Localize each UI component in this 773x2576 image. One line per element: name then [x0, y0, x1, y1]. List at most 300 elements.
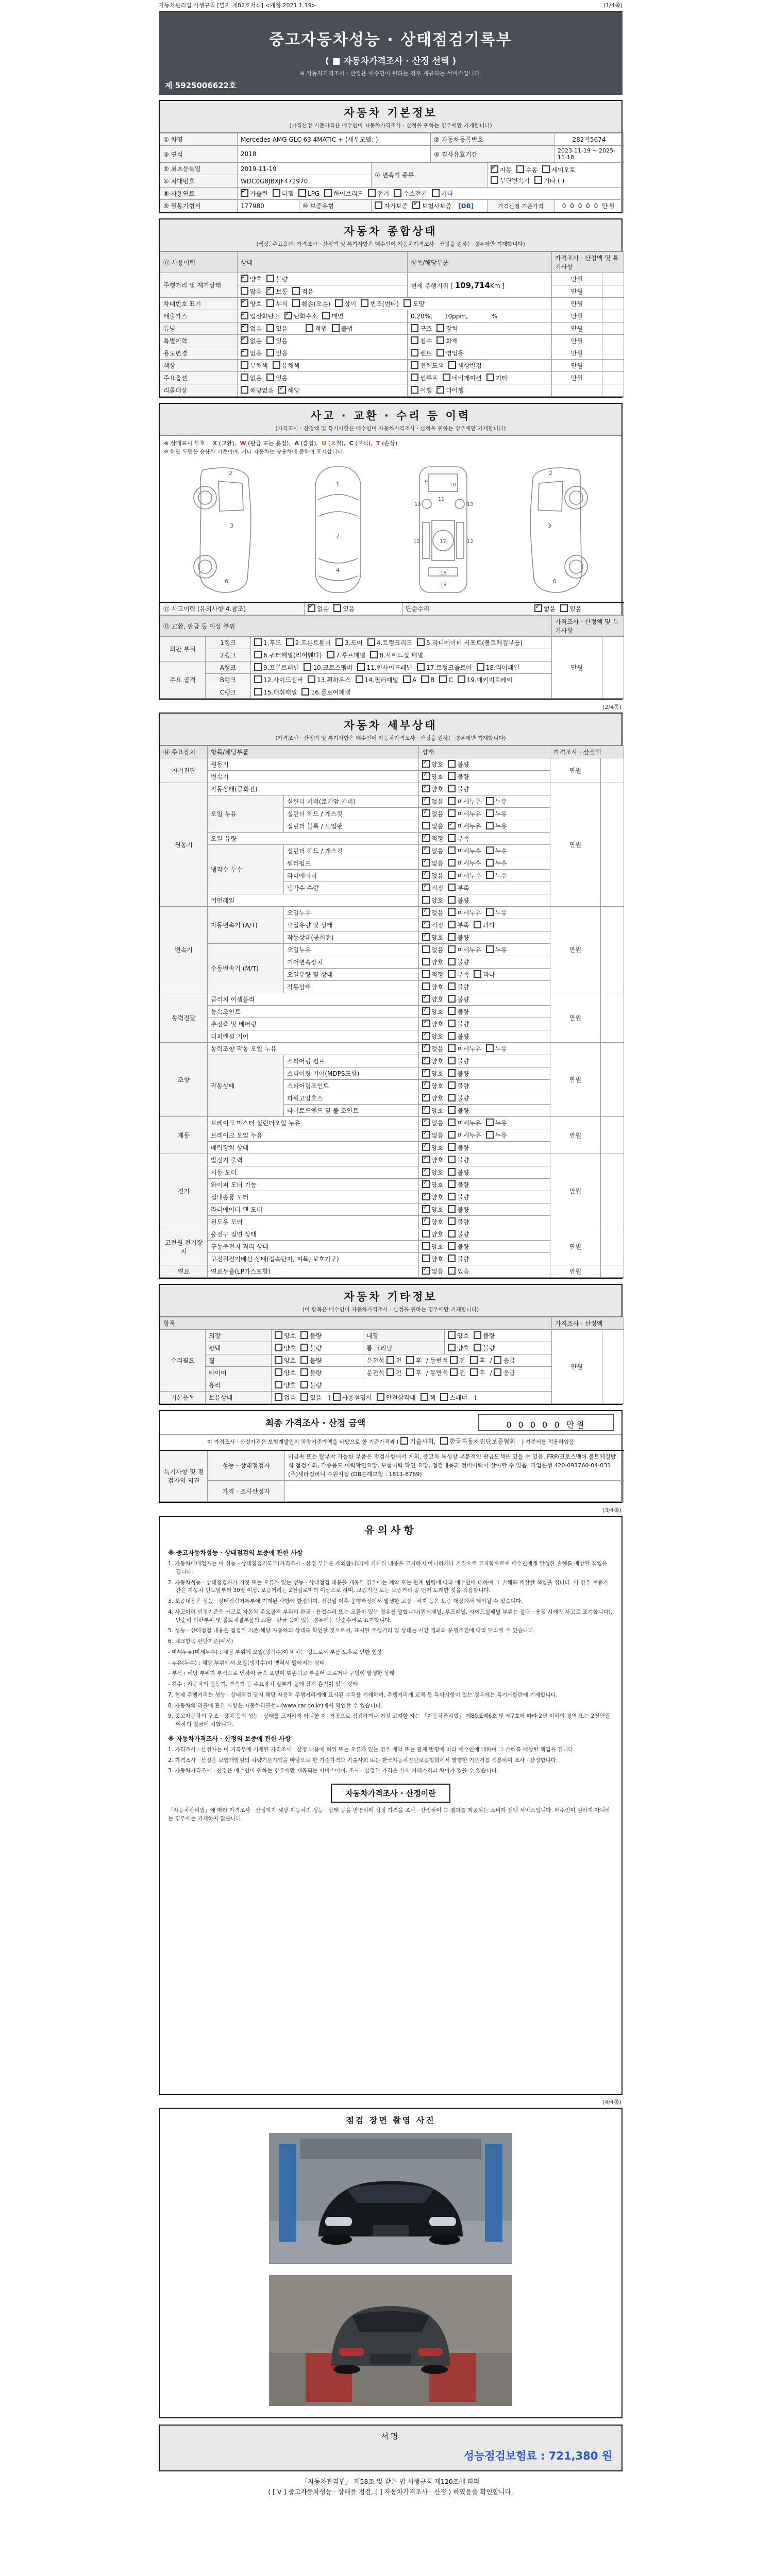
checkbox[interactable] [254, 688, 262, 696]
checkbox[interactable] [448, 1118, 456, 1126]
checked-checkbox[interactable] [422, 1143, 430, 1151]
checkbox-option[interactable]: 기타 ( ) [534, 176, 564, 185]
checkbox-option[interactable]: 불량 [448, 1230, 469, 1239]
checkbox-option[interactable]: ✓ 없음 [422, 809, 443, 818]
checkbox[interactable] [491, 176, 498, 184]
checkbox[interactable] [368, 189, 376, 197]
checkbox[interactable] [494, 1356, 501, 1364]
checkbox-option[interactable]: ✓ 없음 [422, 1131, 443, 1140]
checkbox-option[interactable]: 양호 [448, 1344, 469, 1352]
checkbox-option[interactable]: 안전삼각대 [377, 1393, 416, 1402]
checkbox-option[interactable]: ✓ 없음 [422, 1044, 443, 1053]
checkbox[interactable] [333, 604, 341, 612]
checked-checkbox[interactable] [422, 1044, 430, 1052]
checkbox-option[interactable]: 4.트렁크리드 [367, 638, 412, 647]
checkbox-option[interactable]: ✓ 없음 [422, 908, 443, 917]
checkbox-option[interactable]: C [439, 675, 452, 684]
checkbox[interactable] [411, 386, 418, 394]
checked-checkbox[interactable] [266, 287, 274, 295]
checked-checkbox[interactable] [436, 386, 444, 394]
checkbox-option[interactable]: 매연 [322, 312, 343, 320]
checkbox[interactable] [266, 324, 274, 332]
checkbox-option[interactable]: 불량 [448, 1193, 469, 1201]
checkbox[interactable] [300, 1331, 308, 1339]
checkbox-option[interactable]: 양호 [275, 1344, 296, 1352]
checkbox-option[interactable]: 잭 [421, 1393, 436, 1402]
checkbox-option[interactable]: 전 [386, 1356, 402, 1365]
checkbox-option[interactable]: 17.트렁크플로어 [417, 663, 472, 672]
checkbox[interactable] [300, 1393, 308, 1401]
checkbox[interactable] [422, 1255, 430, 1262]
checkbox-option[interactable]: 상이 [335, 299, 356, 308]
checkbox[interactable] [440, 1437, 448, 1445]
checkbox-option[interactable]: 불량 [300, 1344, 322, 1352]
checkbox-option[interactable]: 응급 [494, 1368, 515, 1377]
checkbox-option[interactable]: 많음 [241, 287, 262, 296]
checkbox-option[interactable]: 후 [406, 1368, 422, 1377]
checkbox[interactable] [448, 908, 456, 916]
checkbox-option[interactable]: 불량 [266, 275, 288, 283]
checked-checkbox[interactable] [241, 336, 248, 344]
checkbox[interactable] [448, 1143, 456, 1151]
checkbox-option[interactable]: 도말 [404, 299, 425, 308]
checkbox-option[interactable]: 불량 [448, 1180, 469, 1189]
checkbox-option[interactable]: ✓ 양호 [422, 1156, 443, 1164]
checkbox-option[interactable]: 기타 [486, 374, 508, 382]
checked-checkbox[interactable] [422, 995, 430, 1003]
checkbox-option[interactable]: ✓ 없음 [241, 336, 262, 345]
checkbox-option[interactable]: 누수 [486, 846, 507, 855]
checkbox[interactable] [474, 970, 481, 978]
checkbox[interactable] [308, 675, 315, 683]
checkbox[interactable] [534, 176, 542, 184]
checkbox[interactable] [422, 945, 430, 953]
checkbox-option[interactable]: 적법 [306, 324, 327, 333]
checkbox[interactable] [386, 1368, 394, 1376]
checked-checkbox[interactable] [308, 604, 315, 612]
checkbox-option[interactable]: ✓ 양호 [422, 1106, 443, 1115]
checkbox[interactable] [275, 1331, 282, 1339]
checkbox[interactable] [286, 638, 294, 646]
checkbox-option[interactable]: 불량 [448, 1106, 469, 1115]
checkbox-option[interactable]: 유채색 [273, 361, 300, 370]
checkbox-option[interactable]: LPG [298, 189, 320, 197]
checkbox-option[interactable]: ✓ 양호 [422, 760, 443, 769]
checkbox[interactable] [273, 189, 280, 197]
checkbox-option[interactable]: ✓ 양호 [422, 1007, 443, 1016]
checked-checkbox[interactable] [422, 1020, 430, 1027]
checkbox-option[interactable]: 불량 [448, 1094, 469, 1103]
checkbox-option[interactable]: 불량 [448, 1205, 469, 1214]
checkbox-option[interactable]: ✓ 양호 [422, 1180, 443, 1189]
checked-checkbox[interactable] [412, 201, 420, 209]
checkbox[interactable] [356, 675, 363, 683]
checkbox[interactable] [422, 958, 430, 965]
checkbox[interactable] [448, 1131, 456, 1139]
checkbox-option[interactable]: 누유 [486, 908, 507, 917]
checkbox-option[interactable]: 있음 [266, 336, 288, 345]
checkbox[interactable] [421, 1393, 428, 1401]
checkbox[interactable] [477, 663, 484, 671]
checked-checkbox[interactable] [448, 822, 456, 829]
checkbox-option[interactable]: ✓ 양호 [422, 1168, 443, 1177]
checkbox-option[interactable]: ✓ 없음 [422, 846, 443, 855]
checkbox[interactable] [304, 663, 311, 671]
checkbox[interactable] [266, 336, 274, 344]
checkbox-option[interactable]: 불량 [300, 1356, 322, 1365]
checkbox-option[interactable]: 미세누유 [448, 797, 481, 806]
checked-checkbox[interactable] [422, 1094, 430, 1101]
checked-checkbox[interactable] [422, 760, 430, 768]
checkbox[interactable] [275, 1393, 282, 1401]
checkbox[interactable] [448, 982, 456, 990]
checkbox-option[interactable]: 불량 [448, 1007, 469, 1016]
checkbox-option[interactable]: 무채색 [241, 361, 268, 370]
checkbox-option[interactable]: 부족 [448, 834, 469, 843]
checkbox-option[interactable]: ✓ 적정 [422, 834, 443, 843]
checked-checkbox[interactable] [422, 908, 430, 916]
checkbox-option[interactable]: 세미오토 [542, 165, 575, 174]
checkbox[interactable] [370, 651, 378, 658]
checkbox-option[interactable]: ✓ 미이행 [436, 386, 464, 395]
checkbox-option[interactable]: 미세누수 [448, 846, 481, 855]
checkbox-option[interactable]: ✓양호 [241, 275, 262, 283]
checkbox-option[interactable]: 기타 [432, 189, 453, 198]
checkbox[interactable] [440, 1393, 448, 1401]
checkbox[interactable] [448, 1106, 456, 1114]
checkbox-option[interactable]: B [421, 675, 434, 684]
checkbox-option[interactable]: 미세누유 [448, 809, 481, 818]
checkbox[interactable] [448, 1230, 456, 1238]
checkbox[interactable] [448, 1069, 456, 1077]
checkbox-option[interactable]: 기술사회, [400, 1437, 435, 1446]
checkbox-option[interactable]: ✓자동 [491, 165, 512, 174]
checked-checkbox[interactable] [422, 1168, 430, 1176]
checkbox[interactable] [266, 374, 274, 381]
checkbox-option[interactable]: 자가보증 [375, 201, 408, 210]
checkbox-option[interactable]: ✓ 양호 [422, 1193, 443, 1201]
checkbox[interactable] [486, 945, 494, 953]
checkbox[interactable] [448, 995, 456, 1003]
checked-checkbox[interactable] [422, 785, 430, 792]
checkbox[interactable] [266, 349, 274, 357]
checkbox[interactable] [474, 1344, 481, 1351]
checkbox[interactable] [448, 846, 456, 854]
checkbox-option[interactable]: 양호 [275, 1368, 296, 1377]
checkbox-option[interactable]: 불량 [474, 1331, 495, 1340]
checkbox-option[interactable]: ✓ 없음 [241, 349, 262, 358]
checkbox-option[interactable]: 불량 [448, 1057, 469, 1065]
checkbox-option[interactable]: 누유 [486, 1044, 507, 1053]
checkbox[interactable] [266, 275, 274, 282]
checkbox-option[interactable]: 9.프론트패널 [254, 663, 299, 672]
checkbox[interactable] [448, 772, 456, 780]
checked-checkbox[interactable] [422, 809, 430, 817]
checkbox-option[interactable]: 사용설명서 [333, 1393, 372, 1402]
checkbox-option[interactable]: 6.쿼터패널(리어휀다) [254, 651, 322, 659]
checkbox-option[interactable]: 18.리어패널 [477, 663, 519, 672]
checkbox[interactable] [448, 1168, 456, 1176]
checkbox-option[interactable]: 불량 [448, 933, 469, 942]
checkbox-option[interactable]: 과다 [474, 970, 495, 979]
checked-checkbox[interactable] [534, 604, 542, 612]
checkbox-option[interactable]: 2.프론트휀더 [286, 638, 331, 647]
checkbox-option[interactable]: 있음 [266, 324, 288, 333]
checkbox[interactable] [474, 921, 481, 928]
checkbox-option[interactable]: 누유 [486, 1118, 507, 1127]
checkbox[interactable] [448, 1156, 456, 1163]
checkbox-option[interactable]: 한국자동차진단보증협회 [440, 1437, 515, 1446]
checkbox[interactable] [411, 361, 418, 369]
checkbox[interactable] [448, 884, 456, 891]
checkbox-option[interactable]: 19.패키지트레이 [458, 675, 513, 684]
checkbox-option[interactable]: ✓ 해당 [278, 386, 299, 395]
checkbox[interactable] [300, 1344, 308, 1351]
checkbox[interactable] [411, 349, 418, 357]
checkbox-option[interactable]: ✓ 적정 [422, 884, 443, 892]
checkbox[interactable] [275, 1368, 282, 1376]
checkbox-option[interactable]: ✓ 보험사보증 [412, 201, 451, 210]
checkbox-option[interactable]: 14.필러패널 [356, 675, 398, 684]
checked-checkbox[interactable] [241, 299, 248, 307]
checkbox-option[interactable]: 15.대쉬패널 [254, 688, 297, 697]
checkbox[interactable] [448, 871, 456, 879]
checkbox-option[interactable]: 양호 [275, 1331, 296, 1340]
checked-checkbox[interactable] [241, 312, 248, 319]
checked-checkbox[interactable] [422, 1081, 430, 1089]
checkbox-option[interactable]: 3.도어 [335, 638, 363, 647]
checkbox-option[interactable]: 불량 [448, 1242, 469, 1251]
checkbox-option[interactable]: ✓ 없음 [422, 1267, 443, 1276]
checkbox-option[interactable]: ✓ 적정 [422, 921, 443, 929]
checkbox-option[interactable]: 불량 [448, 1255, 469, 1263]
checked-checkbox[interactable] [241, 324, 248, 332]
checkbox[interactable] [474, 1331, 481, 1339]
checkbox[interactable] [448, 1081, 456, 1089]
checkbox-option[interactable]: 불량 [448, 896, 469, 905]
checkbox[interactable] [411, 336, 418, 344]
checkbox[interactable] [448, 933, 456, 941]
checkbox-option[interactable]: ✓ 미세누유 [448, 822, 481, 831]
checkbox-option[interactable]: 누유 [486, 945, 507, 954]
checkbox[interactable] [300, 1356, 308, 1364]
checkbox-option[interactable]: ✓ 가솔린 [241, 189, 268, 198]
checkbox-option[interactable]: 부족 [448, 970, 469, 979]
checkbox[interactable] [422, 982, 430, 990]
checkbox[interactable] [448, 921, 456, 928]
checkbox[interactable] [486, 822, 494, 829]
checkbox-option[interactable]: 불량 [300, 1368, 322, 1377]
checkbox[interactable] [494, 1368, 501, 1376]
checkbox-option[interactable]: 훼손(오손) [292, 299, 330, 308]
checkbox-option[interactable]: 부족 [448, 921, 469, 929]
checkbox-option[interactable]: 양호 [275, 1381, 296, 1389]
checkbox[interactable] [448, 1242, 456, 1250]
checkbox-option[interactable]: ✓ 없음 [422, 871, 443, 880]
checkbox[interactable] [422, 970, 430, 978]
checkbox-option[interactable]: 12.사이드멤버 [254, 675, 303, 684]
checked-checkbox[interactable] [422, 871, 430, 879]
checkbox[interactable] [448, 1007, 456, 1015]
checkbox[interactable] [448, 945, 456, 953]
checkbox[interactable] [367, 638, 375, 646]
checkbox-option[interactable]: 불량 [300, 1381, 322, 1389]
checkbox-option[interactable]: 불량 [448, 1032, 469, 1041]
checkbox-option[interactable]: 10.크로스멤버 [304, 663, 352, 672]
checkbox[interactable] [417, 638, 425, 646]
checkbox[interactable] [306, 324, 313, 332]
checkbox[interactable] [335, 299, 343, 307]
checkbox[interactable] [422, 1230, 430, 1238]
checkbox-option[interactable]: 16.플로어패널 [301, 688, 350, 697]
checkbox-option[interactable]: ✓ 양호 [422, 933, 443, 942]
checkbox-option[interactable]: ✓ 양호 [422, 785, 443, 793]
checkbox-option[interactable]: 전체도색 [411, 361, 444, 370]
checkbox-option[interactable]: 누유 [486, 809, 507, 818]
checkbox[interactable] [275, 1356, 282, 1364]
checkbox[interactable] [400, 1437, 408, 1445]
checkbox-option[interactable]: 스패너 [440, 1393, 467, 1402]
checkbox[interactable] [470, 1356, 478, 1364]
checkbox-option[interactable]: 양호 [422, 982, 443, 991]
checkbox-option[interactable]: 이행 [411, 386, 432, 395]
checkbox[interactable] [298, 189, 306, 197]
checkbox-option[interactable]: 미세누유 [448, 1131, 481, 1140]
checked-checkbox[interactable] [422, 1007, 430, 1015]
checkbox-option[interactable]: 후 [470, 1356, 485, 1365]
checkbox[interactable] [448, 1032, 456, 1040]
checkbox-option[interactable]: 화재 [436, 336, 458, 345]
checkbox[interactable] [448, 1057, 456, 1064]
checkbox-option[interactable]: 불량 [448, 760, 469, 769]
checkbox[interactable] [516, 165, 524, 173]
checked-checkbox[interactable] [422, 1180, 430, 1188]
checkbox[interactable] [448, 834, 456, 842]
checkbox-option[interactable]: 하이브리드 [324, 189, 363, 198]
checkbox[interactable] [254, 651, 262, 658]
checkbox[interactable] [486, 809, 494, 817]
checkbox[interactable] [486, 1131, 494, 1139]
checkbox[interactable] [254, 638, 262, 646]
checkbox-option[interactable]: ✓ 양호 [422, 1094, 443, 1103]
checkbox-option[interactable]: ✓ 양호 [422, 1069, 443, 1078]
checkbox[interactable] [411, 374, 418, 381]
checked-checkbox[interactable] [422, 1057, 430, 1064]
checked-checkbox[interactable] [422, 933, 430, 941]
checkbox-option[interactable]: 누유 [486, 797, 507, 806]
checked-checkbox[interactable] [491, 165, 498, 173]
checkbox-option[interactable]: 11.인사이드패널 [357, 663, 412, 672]
checkbox[interactable] [335, 638, 343, 646]
checkbox[interactable] [486, 1118, 494, 1126]
checkbox[interactable] [301, 688, 309, 696]
checkbox[interactable] [275, 1344, 282, 1351]
checkbox[interactable] [450, 1368, 458, 1376]
checkbox-option[interactable]: 있음 [266, 349, 288, 358]
checked-checkbox[interactable] [241, 189, 248, 197]
checkbox[interactable] [241, 386, 248, 394]
checkbox-option[interactable]: 전 [386, 1368, 402, 1377]
checked-checkbox[interactable] [422, 1205, 430, 1213]
checkbox[interactable] [422, 822, 430, 829]
checkbox-option[interactable]: ✓ 보통 [266, 287, 288, 296]
checked-checkbox[interactable] [422, 884, 430, 891]
checkbox[interactable] [436, 324, 444, 332]
checkbox-option[interactable]: 양호 [422, 896, 443, 905]
checkbox[interactable] [327, 651, 334, 658]
checkbox-option[interactable]: 누수 [486, 871, 507, 880]
checkbox[interactable] [486, 846, 494, 854]
checkbox[interactable] [406, 1368, 414, 1376]
checkbox-option[interactable]: 구조 [411, 324, 432, 333]
checkbox[interactable] [448, 1094, 456, 1101]
checkbox-option[interactable]: 적음 [292, 287, 313, 296]
checkbox-option[interactable]: 적정 [422, 970, 443, 979]
checkbox-option[interactable]: 수소전기 [394, 189, 427, 198]
checkbox-option[interactable]: 후 [406, 1356, 422, 1365]
checkbox-option[interactable]: 전 [450, 1356, 465, 1365]
checkbox-option[interactable]: ✓ 탄화수소 [284, 312, 317, 320]
checkbox[interactable] [275, 1381, 282, 1388]
checkbox-option[interactable]: 8.사이드실 패널 [370, 651, 423, 659]
checkbox-option[interactable]: 네비게이션 [443, 374, 482, 382]
checkbox-option[interactable]: 불량 [448, 1081, 469, 1090]
checkbox-option[interactable]: 있음 [266, 374, 288, 382]
checkbox-option[interactable]: 색상변경 [448, 361, 481, 370]
checkbox-option[interactable]: 미세누수 [448, 871, 481, 880]
checkbox-option[interactable]: ✓ 없음 [534, 604, 556, 613]
checkbox-option[interactable]: ✓ 양호 [422, 1032, 443, 1041]
checkbox[interactable] [417, 663, 425, 671]
checkbox-option[interactable]: ✓ 양호 [422, 1143, 443, 1152]
checkbox-option[interactable]: 없음 [422, 822, 443, 831]
checked-checkbox[interactable] [422, 1131, 430, 1139]
checkbox[interactable] [436, 349, 444, 357]
checkbox[interactable] [377, 1393, 384, 1401]
checkbox[interactable] [448, 1344, 456, 1351]
checkbox-option[interactable]: ✓ 없음 [308, 604, 329, 613]
checkbox-option[interactable]: 누유 [486, 1131, 507, 1140]
checkbox[interactable] [486, 1044, 494, 1052]
checkbox-option[interactable]: 수동 [516, 165, 537, 174]
checked-checkbox[interactable] [284, 312, 292, 319]
checked-checkbox[interactable] [422, 797, 430, 805]
checked-checkbox[interactable] [422, 921, 430, 928]
checkbox-option[interactable]: 후 [470, 1368, 485, 1377]
checkbox[interactable] [432, 189, 440, 197]
checkbox[interactable] [486, 908, 494, 916]
checkbox[interactable] [448, 1044, 456, 1052]
checkbox[interactable] [422, 1242, 430, 1250]
checkbox-option[interactable]: 양호 [422, 1242, 443, 1251]
checkbox-option[interactable]: 있음 [560, 604, 581, 613]
checkbox[interactable] [448, 1331, 456, 1339]
checkbox-option[interactable]: 디젤 [273, 189, 294, 198]
checkbox[interactable] [448, 958, 456, 965]
checkbox[interactable] [241, 361, 248, 369]
checkbox[interactable] [357, 663, 365, 671]
checkbox-option[interactable]: ✓ 양호 [422, 1020, 443, 1028]
checkbox-option[interactable]: ✓ 양호 [241, 299, 262, 308]
checkbox-option[interactable]: ✓ 양호 [422, 1081, 443, 1090]
checkbox-option[interactable]: A [403, 675, 416, 684]
checkbox[interactable] [241, 374, 248, 381]
checked-checkbox[interactable] [422, 1267, 430, 1275]
checked-checkbox[interactable] [422, 1217, 430, 1225]
checkbox-option[interactable]: ✓ 양호 [422, 772, 443, 781]
checked-checkbox[interactable] [422, 1193, 430, 1200]
checkbox-option[interactable]: ✓ 양호 [422, 1217, 443, 1226]
